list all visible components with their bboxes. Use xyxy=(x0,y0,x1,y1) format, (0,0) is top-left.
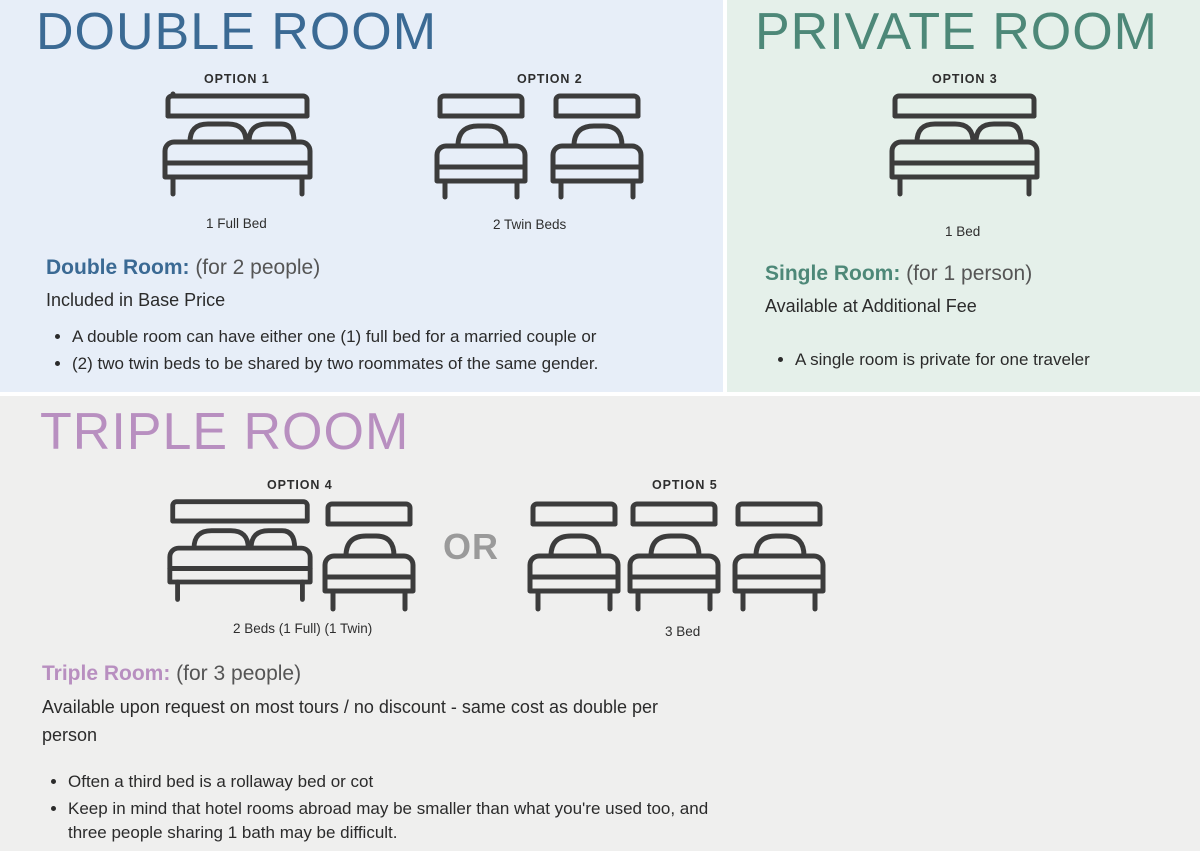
list-item: • A double room can have either one (1) full bed for a married couple or xyxy=(72,325,712,350)
list-item: • (2) two twin beds to be shared by two roommates of the same gender. xyxy=(72,352,712,377)
option-2-label: OPTION 2 xyxy=(517,72,583,86)
triple-room-subhead-light: (for 3 people) xyxy=(170,662,302,685)
private-room-title: PRIVATE ROOM xyxy=(755,3,1158,61)
full-bed-icon xyxy=(160,88,315,203)
twin-bed-icon xyxy=(548,88,646,200)
twin-bed-icon xyxy=(730,496,828,612)
option-3-caption: 1 Bed xyxy=(945,224,981,239)
list-item: • Keep in mind that hotel rooms abroad may be smaller than what you're used too, and three people sharing 1 bath may be difficult. xyxy=(68,797,718,846)
triple-room-bullets xyxy=(42,770,718,848)
double-room-subhead xyxy=(46,256,320,280)
double-room-subline: Included in Base Price xyxy=(46,290,226,310)
option-3-label: OPTION 3 xyxy=(932,72,998,86)
triple-room-subhead xyxy=(42,662,301,686)
option-1-caption: 1 Full Bed xyxy=(206,216,267,231)
double-room-bullets xyxy=(46,325,712,378)
panel-triple-room xyxy=(0,396,1200,851)
double-room-title: DOUBLE ROOM xyxy=(36,3,438,61)
private-room-subhead-bold: Single Room: xyxy=(765,262,901,285)
option-4-label: OPTION 4 xyxy=(267,478,333,492)
triple-room-subhead-bold: Triple Room: xyxy=(42,662,171,685)
private-room-subhead-light: (for 1 person) xyxy=(900,262,1033,285)
private-room-subline: Available at Additional Fee xyxy=(765,296,977,316)
option-5-caption: 3 Bed xyxy=(665,624,701,639)
twin-bed-icon xyxy=(320,496,418,612)
panel-double-room xyxy=(0,0,723,392)
double-room-subhead-light: (for 2 people) xyxy=(189,256,321,279)
full-bed-icon xyxy=(165,492,315,612)
private-room-subhead xyxy=(765,262,1032,286)
private-room-bullets xyxy=(769,348,1200,375)
list-item: • Often a third bed is a rollaway bed or cot xyxy=(68,770,718,795)
or-separator-label: OR xyxy=(443,526,499,567)
list-item: • A single room is private for one traveler xyxy=(795,348,1200,373)
full-bed-icon xyxy=(887,88,1042,203)
option-5-label: OPTION 5 xyxy=(652,478,718,492)
triple-room-subline: Available upon request on most tours / no discount - same cost as double per person xyxy=(42,697,659,745)
option-1-label: OPTION 1 xyxy=(204,72,270,86)
panel-private-room xyxy=(727,0,1200,392)
twin-bed-icon xyxy=(432,88,530,200)
option-4-caption: 2 Beds (1 Full) (1 Twin) xyxy=(233,621,373,636)
twin-bed-icon xyxy=(525,496,623,612)
option-2-caption: 2 Twin Beds xyxy=(493,217,567,232)
double-room-subhead-bold: Double Room: xyxy=(46,256,190,279)
triple-room-title: TRIPLE ROOM xyxy=(40,403,410,461)
twin-bed-icon xyxy=(625,496,723,612)
